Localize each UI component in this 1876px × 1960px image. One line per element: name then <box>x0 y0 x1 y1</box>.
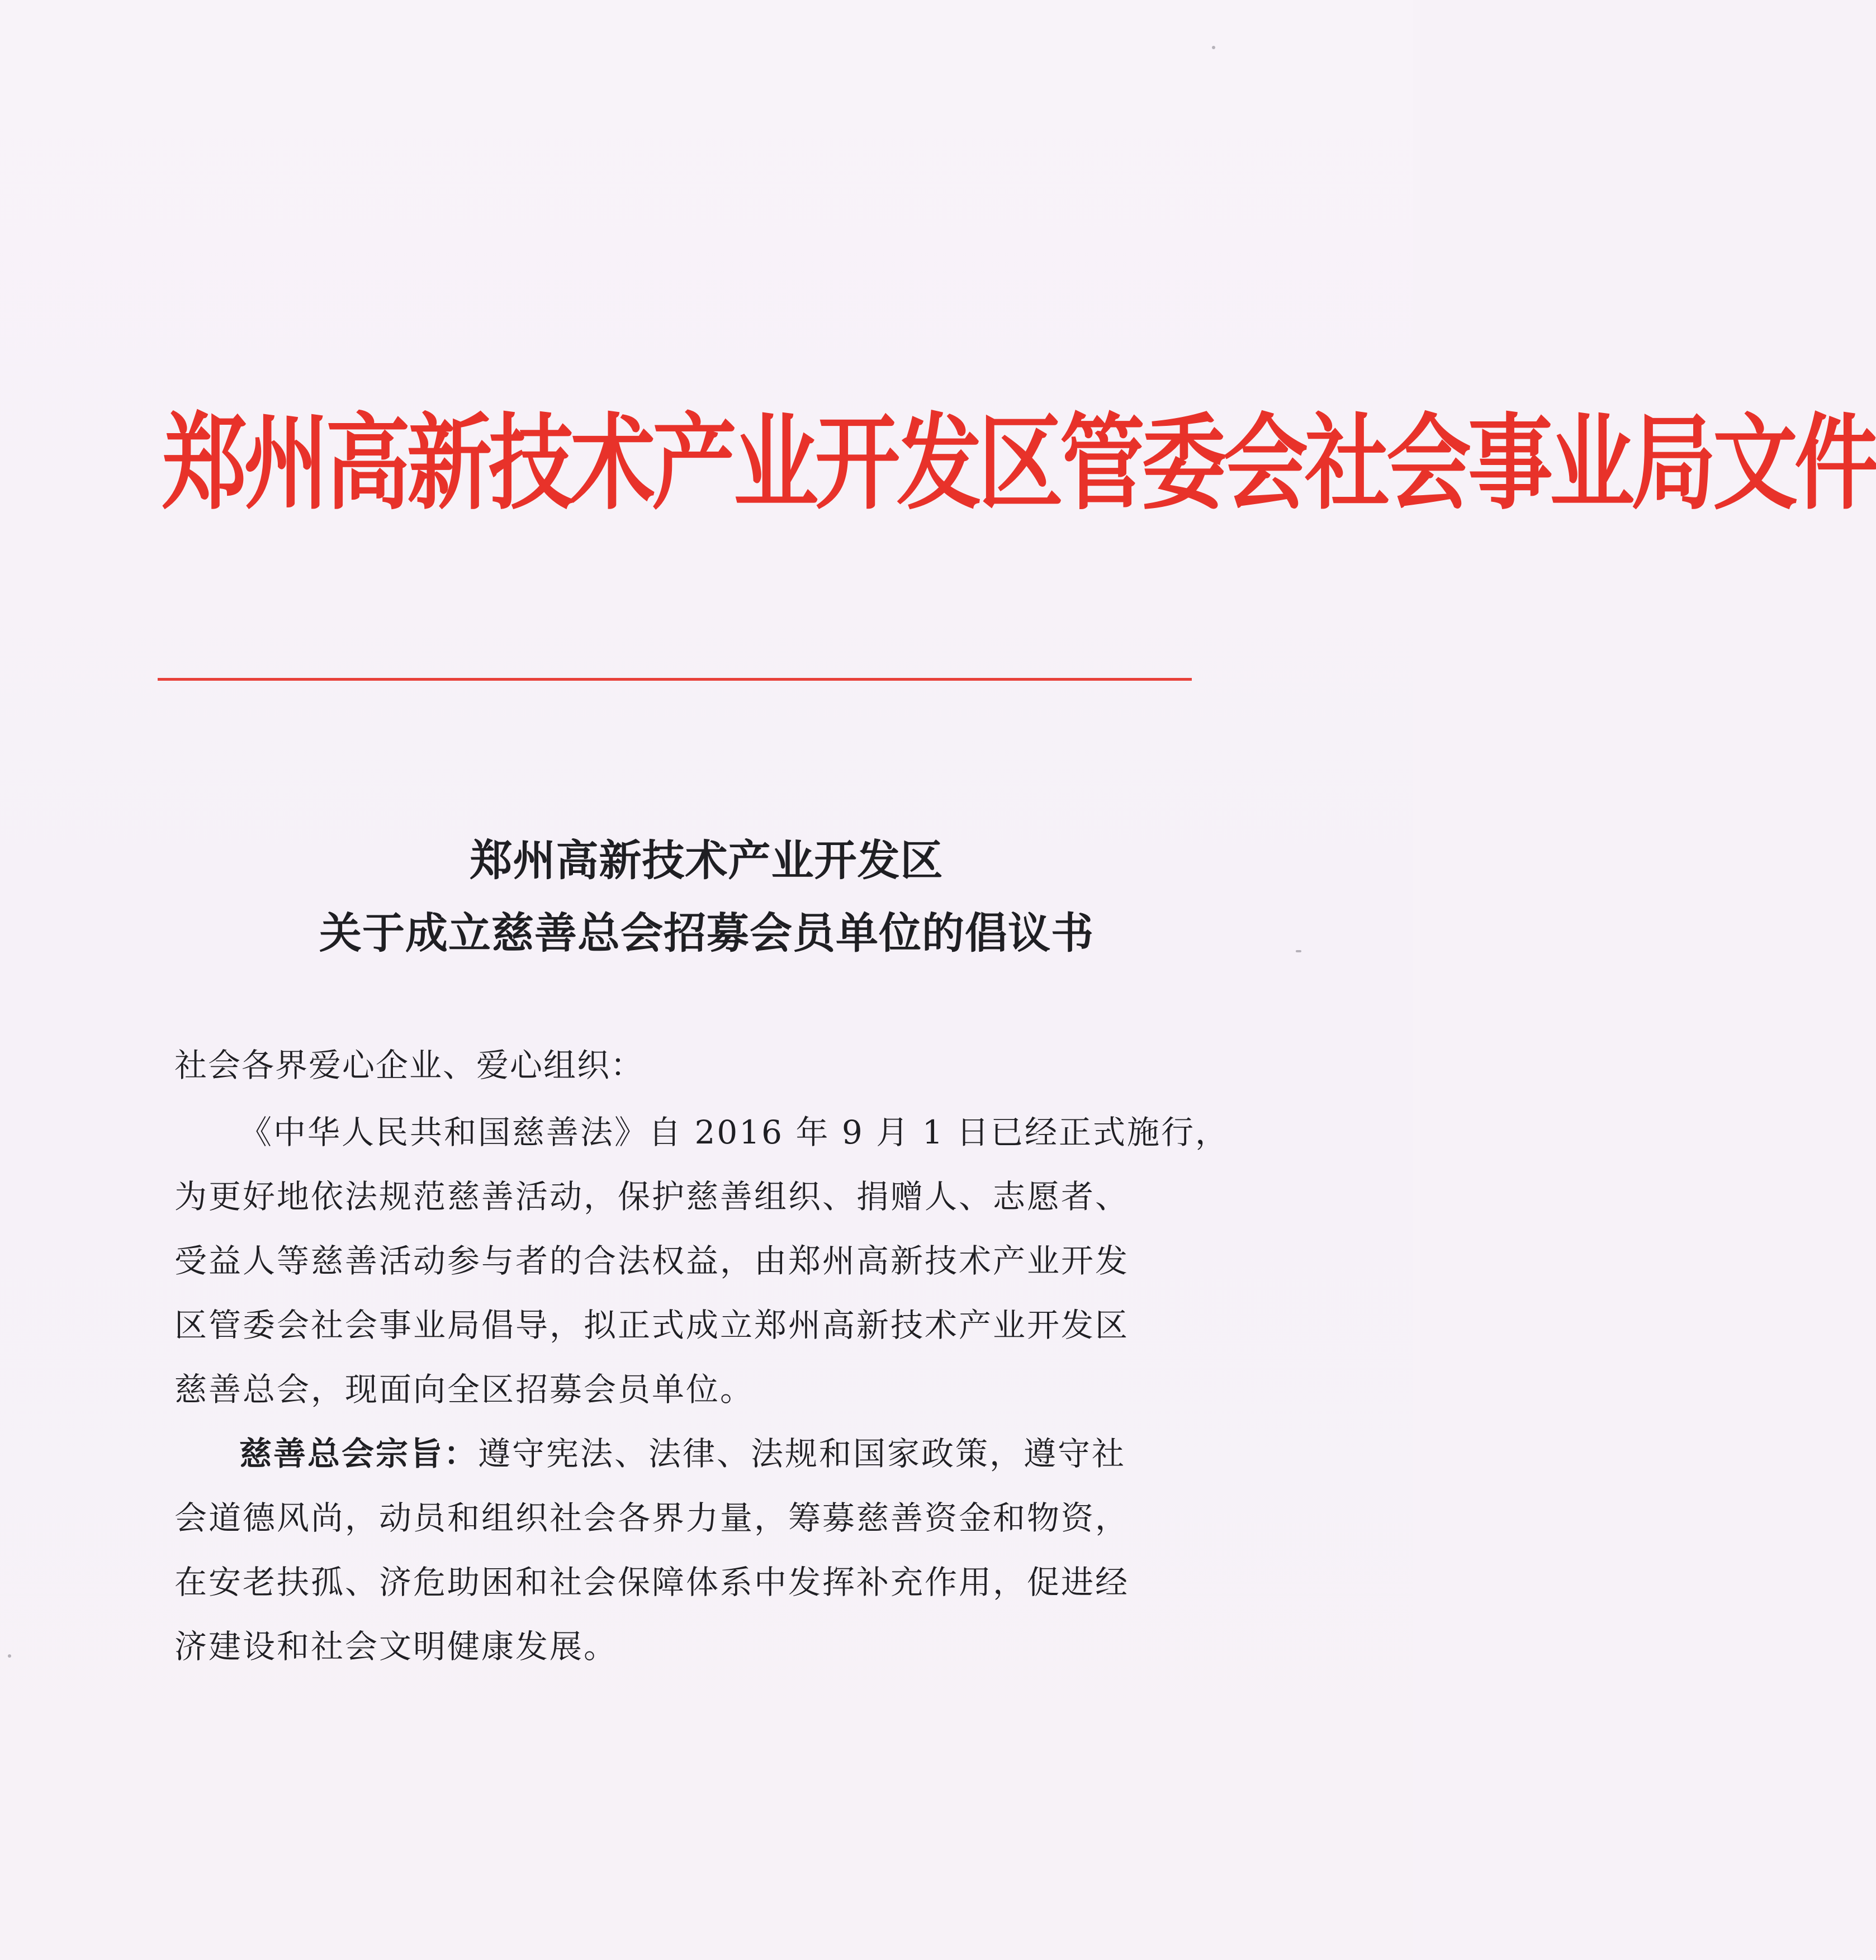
paragraph-1-line-1: 《中华人民共和国慈善法》自 2016 年 9 月 1 日已经正式施行， <box>239 1113 1230 1151</box>
paragraph-2-line-3: 在安老扶孤、济危助困和社会保障体系中发挥补充作用，促进经 <box>174 1563 1130 1601</box>
paragraph-1-line-2: 为更好地依法规范慈善活动，保护慈善组织、捐赠人、志愿者、 <box>174 1178 1130 1216</box>
paragraph-1-line-4: 区管委会社会事业局倡导，拟正式成立郑州高新技术产业开发区 <box>174 1306 1130 1344</box>
paper-speck <box>8 1654 11 1658</box>
paragraph-2-line-4: 济建设和社会文明健康发展。 <box>174 1627 618 1665</box>
paper-speck <box>1296 950 1301 952</box>
red-divider-rule <box>158 678 1192 681</box>
document-title-line-1: 郑州高新技术产业开发区 <box>470 836 944 885</box>
paragraph-2-line-2: 会道德风尚，动员和组织社会各界力量，筹募慈善资金和物资， <box>174 1499 1130 1537</box>
paragraph-1-line-5: 慈善总会，现面向全区招募会员单位。 <box>174 1370 755 1408</box>
paragraph-2-line-1 <box>239 1434 1126 1474</box>
paragraph-1-line-3: 受益人等慈善活动参与者的合法权益，由郑州高新技术产业开发 <box>174 1242 1130 1280</box>
charity-purpose-label: 慈善总会宗旨： <box>239 1435 479 1473</box>
document-title-line-2: 关于成立慈善总会招募会员单位的倡议书 <box>319 908 1094 958</box>
charity-purpose-text-start: 遵守宪法、法律、法规和国家政策，遵守社 <box>478 1435 1126 1473</box>
header-title: 郑州高新技术产业开发区管委会社会事业局文件 <box>162 403 1876 524</box>
salutation: 社会各界爱心企业、爱心组织： <box>174 1046 645 1084</box>
paper-speck <box>1212 46 1215 49</box>
